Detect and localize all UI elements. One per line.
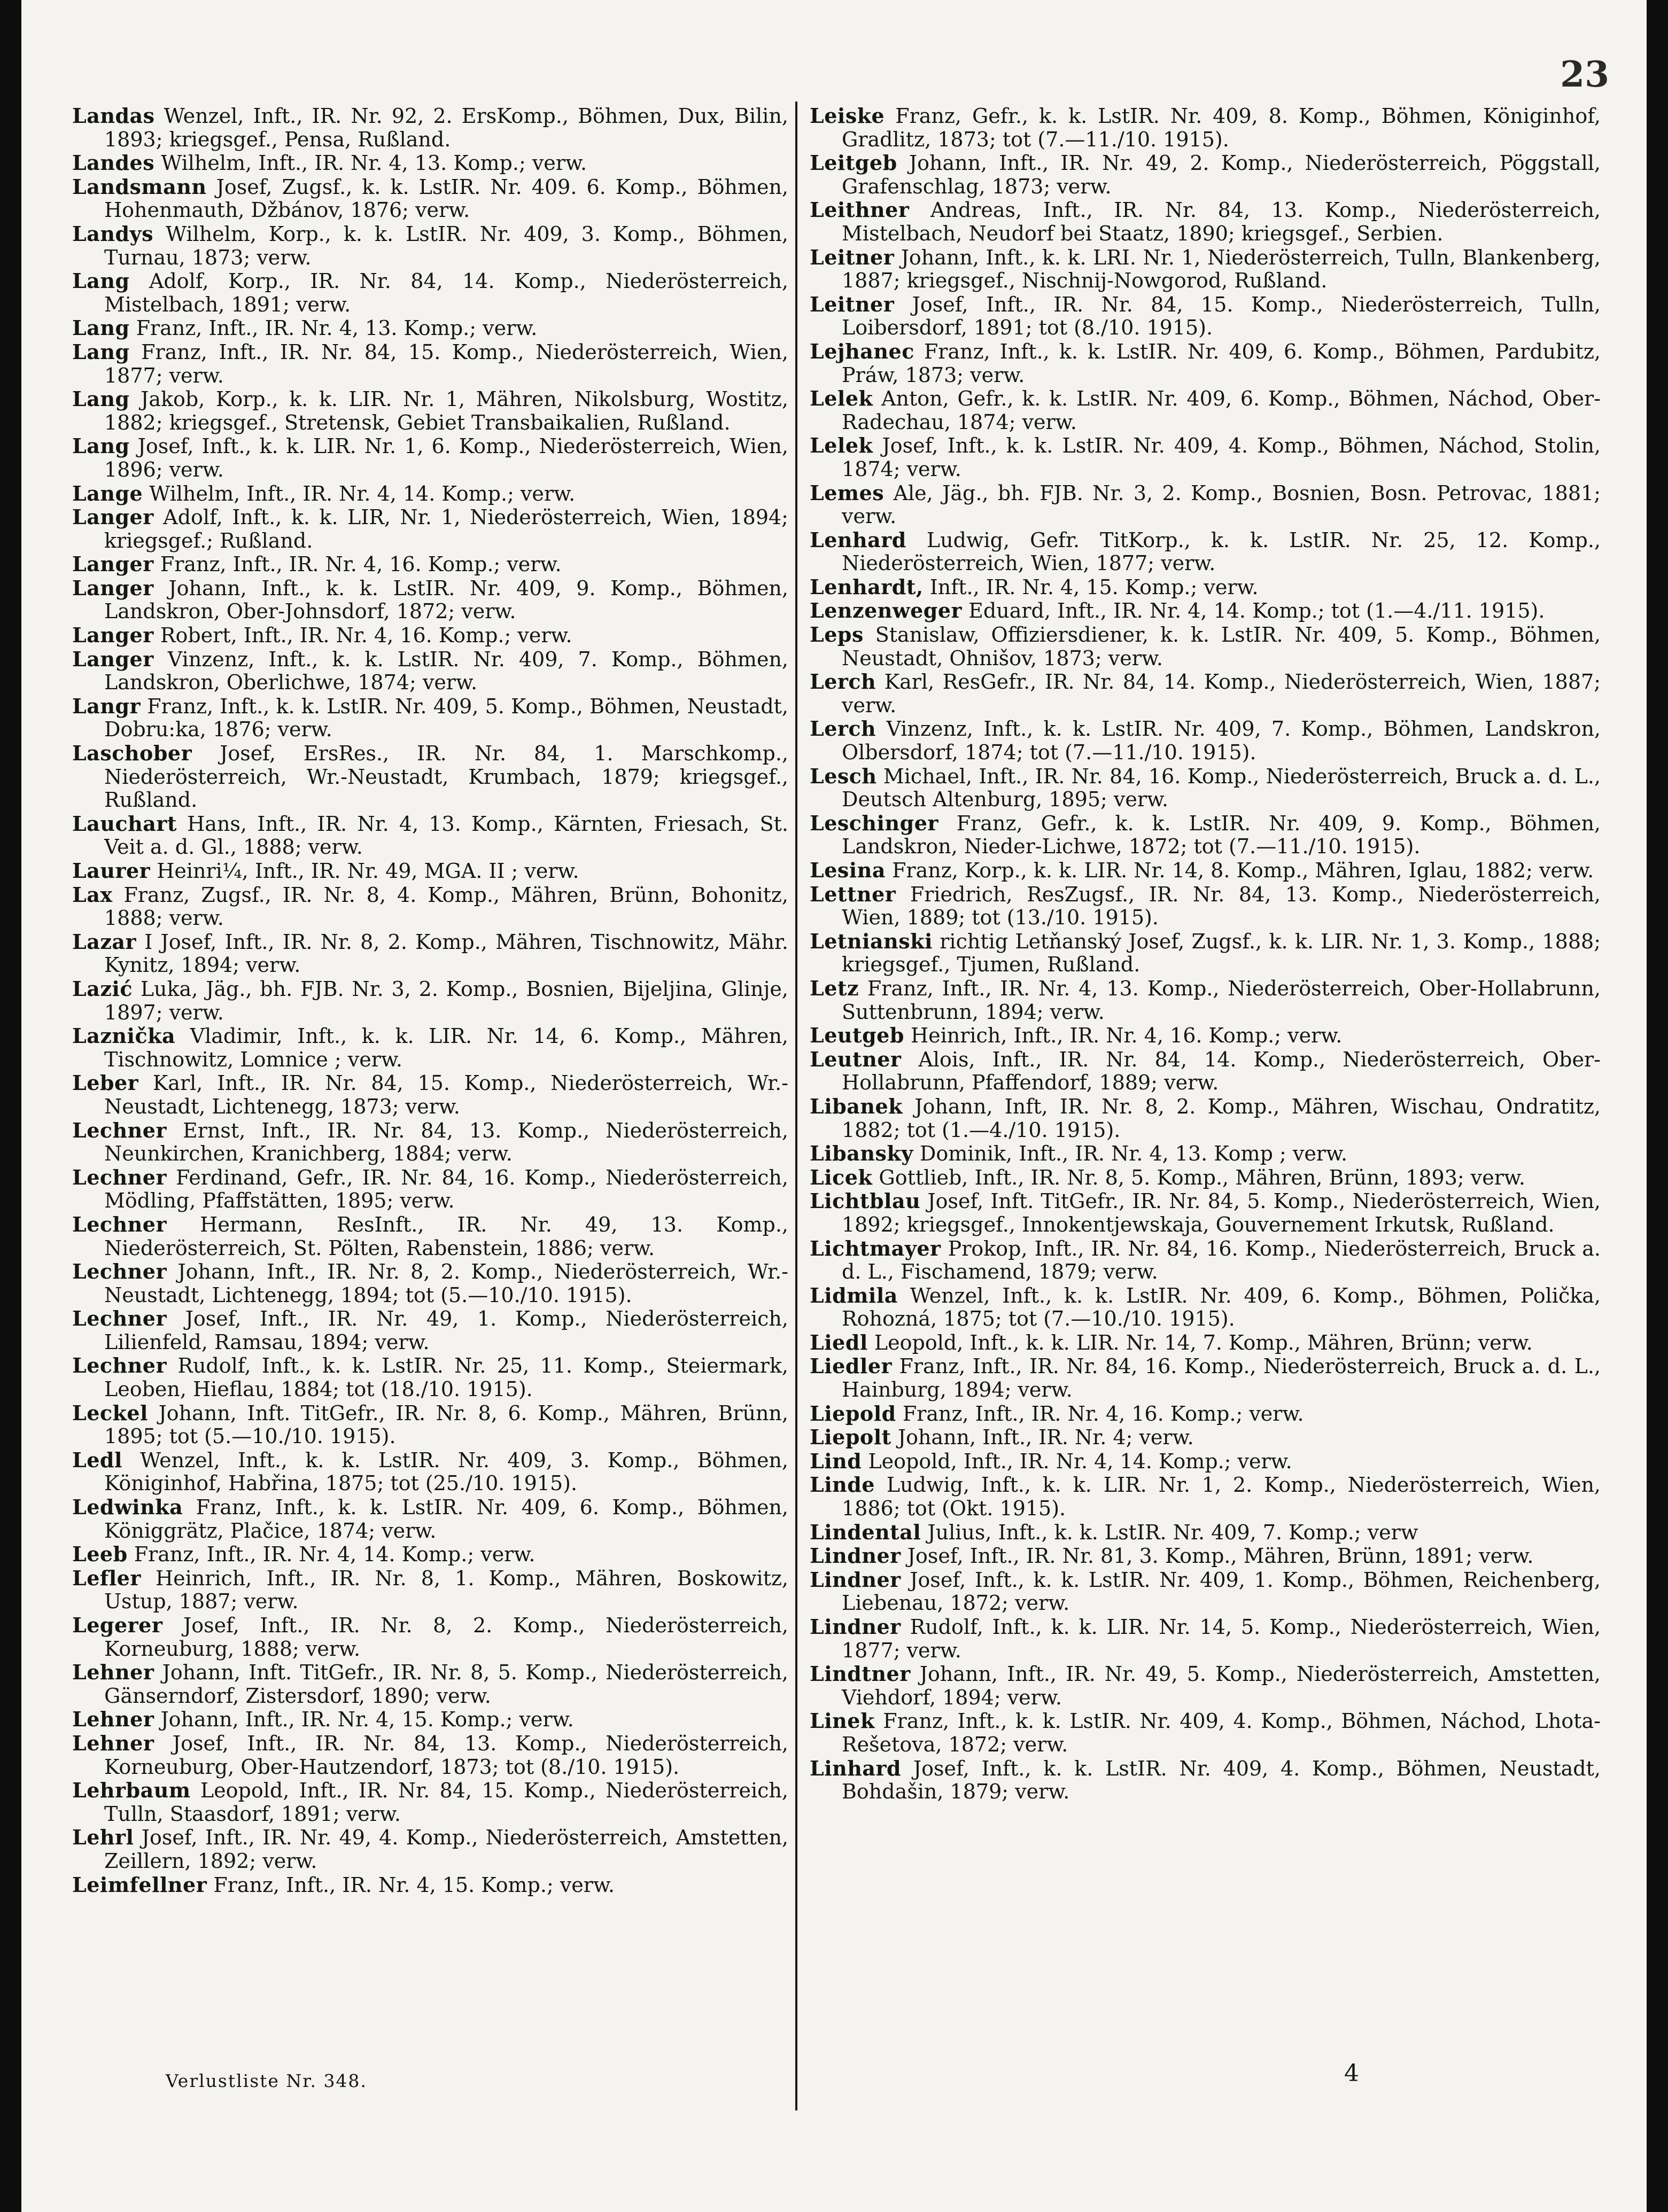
entry-details: I Josef, Inft., IR. Nr. 8, 2. Komp., Mähren, Tischnowitz, Mähr. Kynitz, 1894; verw. xyxy=(104,930,788,977)
entry-surname: Leutgeb xyxy=(810,1023,904,1048)
entry-surname: Lerch xyxy=(810,669,876,694)
entry-details: Johann, Inft., IR. Nr. 4, 15. Komp.; verw. xyxy=(154,1708,574,1732)
entry-details: Franz, Inft., IR. Nr. 4, 13. Komp., Niederösterreich, Ober-Hollabrunn, Suttenbrunn, 1894; verw. xyxy=(842,976,1601,1024)
entry-surname: Langer xyxy=(72,575,154,600)
list-entry xyxy=(72,1567,788,1614)
entry-details: Ludwig, Inft., k. k. LIR. Nr. 1, 2. Komp., Niederösterreich, Wien, 1886; tot (Okt. 1915). xyxy=(842,1473,1601,1521)
entry-surname: Lindtner xyxy=(810,1662,911,1686)
entry-surname: Leitgeb xyxy=(810,151,897,175)
entry-details: Wenzel, Inft., k. k. LstIR. Nr. 409, 3. Komp., Böhmen, Königinhof, Habřina, 1875; tot (25./10. 1915). xyxy=(104,1448,788,1496)
list-entry xyxy=(810,1354,1601,1401)
entry-details: Eduard, Inft., IR. Nr. 4, 14. Komp.; tot (1.—4./11. 1915). xyxy=(962,599,1545,623)
entry-details: Leopold, Inft., IR. Nr. 84, 15. Komp., Niederösterreich, Tulln, Staasdorf, 1891; verw. xyxy=(104,1779,788,1826)
list-entry xyxy=(810,528,1601,575)
entry-surname: Lechner xyxy=(72,1259,167,1284)
entry-surname: Licek xyxy=(810,1165,873,1189)
list-entry xyxy=(810,198,1601,245)
entry-surname: Lehner xyxy=(72,1660,154,1685)
entry-surname: Lindner xyxy=(810,1615,901,1639)
entry-details: Franz, Inft., k. k. LstIR. Nr. 409, 5. Komp., Böhmen, Neustadt, Dobru:ka, 1876; verw. xyxy=(104,694,788,742)
list-entry xyxy=(810,1426,1601,1450)
entry-details: Johann, Inft. TitGefr., IR. Nr. 8, 5. Komp., Niederösterreich, Gänserndorf, Zistersdorf, 1890; verw. xyxy=(104,1661,788,1708)
list-entry xyxy=(72,930,788,977)
entry-surname: Leckel xyxy=(72,1400,148,1425)
entry-details: Leopold, Inft., IR. Nr. 4, 14. Komp.; verw. xyxy=(862,1449,1292,1473)
entry-details: Johann, Inft. TitGefr., IR. Nr. 8, 6. Komp., Mähren, Brünn, 1895; tot (5.—10./10. 1915). xyxy=(104,1401,788,1448)
entry-details: Franz, Gefr., k. k. LstIR. Nr. 409, 8. Komp., Böhmen, Königinhof, Gradlitz, 1873; tot (7.—11./10. 1915). xyxy=(842,104,1601,151)
entry-surname: Lelek xyxy=(810,433,873,458)
entry-details: Karl, ResGefr., IR. Nr. 84, 14. Komp., Niederösterreich, Wien, 1887; verw. xyxy=(842,670,1601,717)
entry-details: Josef, Inft., IR. Nr. 8, 2. Komp., Niederösterreich, Korneuburg, 1888; verw. xyxy=(104,1614,788,1661)
entry-surname: Liepold xyxy=(810,1401,896,1426)
list-entry xyxy=(810,340,1601,387)
entry-details: Johann, Inft., IR. Nr. 49, 5. Komp., Niederösterreich, Amstetten, Viehdorf, 1894; verw. xyxy=(842,1662,1601,1709)
entry-surname: Lehrbaum xyxy=(72,1778,191,1803)
list-entry xyxy=(810,812,1601,859)
entry-surname: Lechner xyxy=(72,1353,167,1378)
list-entry xyxy=(810,434,1601,481)
list-entry xyxy=(810,1402,1601,1426)
entry-surname: Linek xyxy=(810,1709,875,1733)
list-entry xyxy=(72,1071,788,1118)
list-entry xyxy=(810,293,1601,340)
page-sheet xyxy=(21,0,1647,2212)
list-entry xyxy=(72,222,788,269)
entry-surname: Ledl xyxy=(72,1447,122,1472)
list-entry xyxy=(72,269,788,316)
list-entry xyxy=(72,742,788,812)
entry-details: Robert, Inft., IR. Nr. 4, 16. Komp.; verw. xyxy=(153,624,572,648)
entry-surname: Lechner xyxy=(72,1165,167,1189)
list-entry xyxy=(72,482,788,506)
entry-surname: Lesina xyxy=(810,858,886,882)
entry-surname: Lauchart xyxy=(72,811,177,836)
entry-surname: Lelek xyxy=(810,386,873,411)
entry-surname: Ledwinka xyxy=(72,1495,183,1520)
list-entry xyxy=(72,316,788,340)
list-entry xyxy=(72,1496,788,1543)
list-entry xyxy=(72,1543,788,1567)
entry-details: Franz, Korp., k. k. LIR. Nr. 14, 8. Komp., Mähren, Iglau, 1882; verw. xyxy=(885,859,1594,882)
entry-details: Hermann, ResInft., IR. Nr. 49, 13. Komp., Niederösterreich, St. Pölten, Rabenstein, 1886; verw. xyxy=(104,1212,788,1260)
entry-surname: Lang xyxy=(72,316,130,340)
list-entry xyxy=(72,552,788,577)
entry-surname: Lang xyxy=(72,434,130,458)
entry-details: Josef, Inft., IR. Nr. 81, 3. Komp., Mähren, Brünn, 1891; verw. xyxy=(901,1544,1534,1568)
list-entry xyxy=(72,1873,788,1897)
entry-surname: Laurer xyxy=(72,859,151,883)
entry-surname: Lesch xyxy=(810,764,877,788)
entry-surname: Liedl xyxy=(810,1330,868,1354)
entry-details: Ernst, Inft., IR. Nr. 84, 13. Komp., Niederösterreich, Neunkirchen, Kranichberg, 1884; verw. xyxy=(104,1118,788,1166)
entry-surname: Lechner xyxy=(72,1118,167,1142)
entry-details: Franz, Inft., IR. Nr. 84, 15. Komp., Niederösterreich, Wien, 1877; verw. xyxy=(104,340,788,387)
list-entry xyxy=(810,930,1601,977)
list-entry xyxy=(810,481,1601,528)
list-entry xyxy=(72,1732,788,1779)
list-entry xyxy=(72,1024,788,1071)
entry-surname: Leithner xyxy=(810,198,910,222)
entry-surname: Lejhanec xyxy=(810,339,914,363)
list-entry xyxy=(810,623,1601,670)
list-entry xyxy=(72,577,788,624)
entry-details: Franz, Inft., IR. Nr. 4, 15. Komp.; verw. xyxy=(207,1873,615,1897)
entry-surname: Lechner xyxy=(72,1212,167,1236)
entry-surname: Linde xyxy=(810,1473,875,1497)
list-entry xyxy=(810,1662,1601,1709)
entry-details: Vinzenz, Inft., k. k. LstIR. Nr. 409, 7. Komp., Böhmen, Landskron, Olbersdorf, 1874; tot (7.—11./10. 1915). xyxy=(842,717,1601,765)
entry-details: Friedrich, ResZugsf., IR. Nr. 84, 13. Komp., Niederösterreich, Wien, 1889; tot (13./10. 1915). xyxy=(842,882,1601,930)
entry-details: Josef, ErsRes., IR. Nr. 84, 1. Marschkomp., Niederösterreich, Wr.-Neustadt, Krumbach, 1879; kriegsgef., Rußland. xyxy=(104,742,788,812)
list-entry xyxy=(72,1213,788,1260)
list-entry xyxy=(810,1757,1601,1804)
entry-surname: Lange xyxy=(72,481,143,505)
list-entry xyxy=(72,340,788,387)
entry-details: Franz, Inft., IR. Nr. 4, 14. Komp.; verw. xyxy=(127,1543,536,1567)
list-entry xyxy=(810,1095,1601,1142)
list-entry xyxy=(72,859,788,883)
entry-details: Ferdinand, Gefr., IR. Nr. 84, 16. Komp., Niederösterreich, Mödling, Pfaffstätten, 1895; verw. xyxy=(104,1165,788,1213)
entry-details: Josef, Inft. TitGefr., IR. Nr. 84, 5. Komp., Niederösterreich, Wien, 1892; kriegsgef., Innokentjewskaja, Gouvernement Irkutsk, Rußland. xyxy=(842,1189,1601,1236)
list-entry xyxy=(72,977,788,1024)
list-entry xyxy=(810,1709,1601,1756)
entry-surname: Landys xyxy=(72,221,154,246)
entry-surname: Lenhardt, xyxy=(810,574,924,599)
entry-details: Heinrich, Inft., IR. Nr. 4, 16. Komp.; verw. xyxy=(904,1024,1343,1048)
entry-surname: Lechner xyxy=(72,1306,167,1331)
entry-details: Josef, Inft., k. k. LIR. Nr. 1, 6. Komp., Niederösterreich, Wien, 1896; verw. xyxy=(104,434,788,481)
entry-surname: Lettner xyxy=(810,882,896,906)
list-entry xyxy=(72,812,788,859)
entry-details: Josef, Inft., IR. Nr. 49, 4. Komp., Niederösterreich, Amstetten, Zeillern, 1892; verw. xyxy=(104,1826,788,1873)
entry-details: Franz, Gefr., k. k. LstIR. Nr. 409, 9. Komp., Böhmen, Landskron, Nieder-Lichwe, 1872; tot (7.—11./10. 1915). xyxy=(842,811,1601,859)
entry-surname: Lang xyxy=(72,269,130,293)
entry-details: Adolf, Korp., IR. Nr. 84, 14. Komp., Niederösterreich, Mistelbach, 1891; verw. xyxy=(104,269,788,316)
entry-surname: Lazar xyxy=(72,929,137,954)
entry-details: Johann, Inft., IR. Nr. 4; verw. xyxy=(891,1426,1194,1450)
entry-details: Julius, Inft., k. k. LstIR. Nr. 409, 7. Komp.; verw xyxy=(921,1520,1418,1544)
entry-surname: Lichtblau xyxy=(810,1189,921,1213)
entry-surname: Leutner xyxy=(810,1047,902,1071)
list-entry xyxy=(72,624,788,648)
entry-surname: Letz xyxy=(810,976,859,1000)
list-entry xyxy=(72,1661,788,1708)
list-entry xyxy=(810,670,1601,717)
entry-surname: Landsmann xyxy=(72,174,207,199)
list-entry xyxy=(810,717,1601,764)
list-entry xyxy=(810,765,1601,812)
entry-surname: Legerer xyxy=(72,1613,163,1637)
list-entry xyxy=(810,1237,1601,1284)
entry-details: Prokop, Inft., IR. Nr. 84, 16. Komp., Niederösterreich, Bruck a. d. L., Fischamend, 1879; verw. xyxy=(842,1236,1601,1284)
list-entry xyxy=(810,1331,1601,1355)
entry-details: Johann, Inft., k. k. LRI. Nr. 1, Niederösterreich, Tulln, Blankenberg, 1887; kriegsgef., Nischnij-Nowgorod, Rußland. xyxy=(842,245,1601,293)
list-entry xyxy=(810,246,1601,293)
list-entry xyxy=(72,175,788,222)
entry-details: Alois, Inft., IR. Nr. 84, 14. Komp., Niederösterreich, Ober-Hollabrunn, Pfaffendorf, 1889; verw. xyxy=(842,1047,1601,1095)
entry-surname: Leschinger xyxy=(810,811,938,835)
entry-details: Michael, Inft., IR. Nr. 84, 16. Komp., Niederösterreich, Bruck a. d. L., Deutsch Altenburg, 1895; verw. xyxy=(842,764,1601,812)
entry-surname: Leeb xyxy=(72,1542,128,1567)
entry-details: Rudolf, Inft., k. k. LstIR. Nr. 25, 11. Komp., Steiermark, Leoben, Hieflau, 1884; tot (18./10. 1915). xyxy=(104,1354,788,1401)
entry-details: Dominik, Inft., IR. Nr. 4, 13. Komp ; verw. xyxy=(913,1142,1348,1166)
list-entry xyxy=(72,387,788,434)
entry-surname: Langer xyxy=(72,623,154,648)
entry-surname: Lindental xyxy=(810,1520,921,1544)
entry-details: Stanislaw, Offiziersdiener, k. k. LstIR. Nr. 409, 5. Komp., Böhmen, Neustadt, Ohnišov, 1873; verw. xyxy=(842,623,1601,670)
entry-details: richtig Letňanský Josef, Zugsf., k. k. LIR. Nr. 1, 3. Komp., 1888; kriegsgef., Tjumen, Rußland. xyxy=(842,929,1601,977)
entry-details: Franz, Inft., IR. Nr. 84, 16. Komp., Niederösterreich, Bruck a. d. L., Hainburg, 1894; verw. xyxy=(842,1354,1601,1402)
entry-surname: Lefler xyxy=(72,1565,141,1590)
list-entry xyxy=(72,104,788,151)
list-entry xyxy=(810,859,1601,883)
page-number: 23 xyxy=(1560,53,1609,95)
entry-details: Johann, Inft, IR. Nr. 8, 2. Komp., Mähren, Wischau, Ondratitz, 1882; tot (1.—4./10. 1915). xyxy=(842,1094,1601,1142)
list-entry xyxy=(72,434,788,481)
entry-details: Inft., IR. Nr. 4, 15. Komp.; verw. xyxy=(923,575,1259,599)
entry-details: Johann, Inft., IR. Nr. 8, 2. Komp., Niederösterreich, Wr.-Neustadt, Lichtenegg, 1894; tot (5.—10./10. 1915). xyxy=(104,1260,788,1307)
entry-surname: Lenhard xyxy=(810,527,906,552)
entry-surname: Landas xyxy=(72,104,155,128)
entry-details: Franz, Inft., IR. Nr. 4, 16. Komp.; verw. xyxy=(896,1401,1304,1426)
entry-details: Wilhelm, Inft., IR. Nr. 4, 14. Komp.; verw. xyxy=(143,481,576,505)
entry-surname: Lidmila xyxy=(810,1283,898,1307)
entry-details: Franz, Inft., k. k. LstIR. Nr. 409, 6. Komp., Böhmen, Pardubitz, Práw, 1873; verw. xyxy=(842,339,1601,387)
entry-details: Heinrich, Inft., IR. Nr. 8, 1. Komp., Mähren, Boskowitz, Ustup, 1887; verw. xyxy=(104,1566,788,1614)
entry-details: Franz, Inft., k. k. LstIR. Nr. 409, 4. Komp., Böhmen, Náchod, Lhota-Rešetova, 1872; verw. xyxy=(842,1709,1601,1756)
entry-details: Wilhelm, Korp., k. k. LstIR. Nr. 409, 3. Komp., Böhmen, Turnau, 1873; verw. xyxy=(104,222,788,269)
list-entry xyxy=(810,1048,1601,1095)
list-entry xyxy=(72,883,788,930)
footer-list-number: Verlustliste Nr. 348. xyxy=(166,2070,367,2091)
entry-surname: Lindner xyxy=(810,1544,901,1568)
list-entry xyxy=(72,1354,788,1401)
entry-details: Heinri¼, Inft., IR. Nr. 49, MGA. II ; verw. xyxy=(150,859,579,883)
list-entry xyxy=(72,1708,788,1732)
entry-surname: Lax xyxy=(72,882,113,907)
list-entry xyxy=(810,977,1601,1024)
list-entry xyxy=(72,1779,788,1826)
entry-details: Wilhelm, Inft., IR. Nr. 4, 13. Komp.; verw. xyxy=(154,151,587,175)
entry-surname: Lang xyxy=(72,339,130,364)
list-entry xyxy=(810,1473,1601,1520)
list-entry xyxy=(810,1568,1601,1615)
column-divider xyxy=(795,102,797,2110)
list-entry xyxy=(810,575,1601,599)
right-column xyxy=(810,104,1601,1804)
entry-surname: Lang xyxy=(72,387,130,411)
list-entry xyxy=(810,1450,1601,1474)
entry-surname: Leimfellner xyxy=(72,1872,207,1897)
entry-surname: Langr xyxy=(72,694,141,718)
list-entry xyxy=(72,505,788,552)
entry-surname: Langer xyxy=(72,505,154,529)
list-entry xyxy=(810,1521,1601,1545)
entry-surname: Landes xyxy=(72,151,155,175)
entry-surname: Leitner xyxy=(810,292,895,316)
entry-surname: Lind xyxy=(810,1448,862,1473)
entry-surname: Liepolt xyxy=(810,1425,891,1450)
list-entry xyxy=(810,1615,1601,1662)
entry-surname: Lehner xyxy=(72,1707,154,1732)
entry-surname: Liedler xyxy=(810,1354,893,1378)
list-entry xyxy=(72,1260,788,1307)
entry-details: Ale, Jäg., bh. FJB. Nr. 3, 2. Komp., Bosnien, Bosn. Petrovac, 1881; verw. xyxy=(842,481,1601,528)
entry-details: Adolf, Inft., k. k. LIR, Nr. 1, Niederösterreich, Wien, 1894; kriegsgef.; Rußland. xyxy=(104,505,788,552)
entry-details: Johann, Inft., IR. Nr. 49, 2. Komp., Niederösterreich, Pöggstall, Grafenschlag, 1873; verw. xyxy=(842,151,1601,198)
entry-surname: Lenzenweger xyxy=(810,598,963,623)
list-entry xyxy=(72,1614,788,1661)
list-entry xyxy=(810,104,1601,151)
left-column xyxy=(72,104,788,1897)
entry-details: Josef, Inft., IR. Nr. 84, 13. Komp., Niederösterreich, Korneuburg, Ober-Hautzendorf, 1873; tot (8./10. 1915). xyxy=(104,1731,788,1779)
entry-details: Josef, Inft., k. k. LstIR. Nr. 409, 4. Komp., Böhmen, Neustadt, Bohdašin, 1879; verw. xyxy=(842,1756,1601,1804)
entry-details: Vladimir, Inft., k. k. LIR. Nr. 14, 6. Komp., Mähren, Tischnowitz, Lomnice ; verw. xyxy=(104,1024,788,1071)
entry-surname: Linhard xyxy=(810,1756,902,1780)
entry-details: Andreas, Inft., IR. Nr. 84, 13. Komp., Niederösterreich, Mistelbach, Neudorf bei Staatz, 1890; kriegsgef., Serbien. xyxy=(842,198,1601,245)
entry-details: Hans, Inft., IR. Nr. 4, 13. Komp., Kärnten, Friesach, St. Veit a. d. Gl., 1888; verw. xyxy=(104,812,788,859)
list-entry xyxy=(72,695,788,742)
entry-surname: Langer xyxy=(72,647,154,671)
entry-surname: Lemes xyxy=(810,480,885,505)
entry-details: Leopold, Inft., k. k. LIR. Nr. 14, 7. Komp., Mähren, Brünn; verw. xyxy=(867,1330,1533,1354)
entry-surname: Langer xyxy=(72,552,154,577)
entry-surname: Letnianski xyxy=(810,929,933,953)
entry-details: Josef, Inft., k. k. LstIR. Nr. 409, 4. Komp., Böhmen, Náchod, Stolin, 1874; verw. xyxy=(842,434,1601,481)
list-entry xyxy=(72,151,788,175)
entry-details: Josef, Inft., k. k. LstIR. Nr. 409, 1. Komp., Böhmen, Reichenberg, Liebenau, 1872; verw. xyxy=(842,1568,1601,1615)
entry-details: Franz, Inft., IR. Nr. 4, 13. Komp.; verw. xyxy=(129,316,538,340)
list-entry xyxy=(810,1142,1601,1166)
entry-details: Franz, Inft., IR. Nr. 4, 16. Komp.; verw. xyxy=(153,552,562,577)
entry-details: Josef, Inft., IR. Nr. 49, 1. Komp., Niederösterreich, Lilienfeld, Ramsau, 1894; verw. xyxy=(104,1307,788,1354)
list-entry xyxy=(72,1448,788,1496)
entry-surname: Lehrl xyxy=(72,1825,134,1850)
list-entry xyxy=(810,1284,1601,1331)
list-entry xyxy=(810,387,1601,434)
list-entry xyxy=(810,1024,1601,1048)
entry-details: Franz, Zugsf., IR. Nr. 8, 4. Komp., Mähren, Brünn, Bohonitz, 1888; verw. xyxy=(104,883,788,930)
entry-details: Rudolf, Inft., k. k. LIR. Nr. 14, 5. Komp., Niederösterreich, Wien, 1877; verw. xyxy=(842,1615,1601,1662)
entry-details: Anton, Gefr., k. k. LstIR. Nr. 409, 6. Komp., Böhmen, Náchod, Ober-Radechau, 1874; verw. xyxy=(842,387,1601,434)
list-entry xyxy=(72,1307,788,1354)
entry-surname: Lindner xyxy=(810,1567,901,1592)
list-entry xyxy=(810,883,1601,930)
entry-surname: Lichtmayer xyxy=(810,1236,941,1260)
entry-surname: Leps xyxy=(810,622,864,647)
entry-surname: Leiske xyxy=(810,104,885,128)
list-entry xyxy=(810,599,1601,623)
entry-surname: Lazić xyxy=(72,976,133,1001)
list-entry xyxy=(72,1166,788,1213)
list-entry xyxy=(810,1166,1601,1190)
entry-details: Ludwig, Gefr. TitKorp., k. k. LstIR. Nr. 25, 12. Komp., Niederösterreich, Wien, 1877; verw. xyxy=(842,528,1601,575)
entry-details: Johann, Inft., k. k. LstIR. Nr. 409, 9. Komp., Böhmen, Landskron, Ober-Johnsdorf, 1872; verw. xyxy=(104,576,788,624)
list-entry xyxy=(810,151,1601,198)
entry-details: Karl, Inft., IR. Nr. 84, 15. Komp., Niederösterreich, Wr.-Neustadt, Lichtenegg, 1873; verw. xyxy=(104,1071,788,1118)
list-entry xyxy=(72,1401,788,1448)
entry-surname: Libansky xyxy=(810,1141,913,1166)
list-entry xyxy=(810,1189,1601,1236)
entry-surname: Libanek xyxy=(810,1094,903,1118)
entry-surname: Lehner xyxy=(72,1731,154,1755)
footer-signature-number: 4 xyxy=(1344,2060,1359,2087)
entry-details: Luka, Jäg., bh. FJB. Nr. 3, 2. Komp., Bosnien, Bijeljina, Glinje, 1897; verw. xyxy=(104,977,788,1024)
entry-surname: Lerch xyxy=(810,716,876,741)
entry-details: Gottlieb, Inft., IR. Nr. 8, 5. Komp., Mähren, Brünn, 1893; verw. xyxy=(872,1165,1525,1189)
entry-surname: Leber xyxy=(72,1071,139,1095)
entry-details: Josef, Zugsf., k. k. LstIR. Nr. 409. 6. Komp., Böhmen, Hohenmauth, Džbánov, 1876; verw. xyxy=(104,175,788,222)
list-entry xyxy=(72,1119,788,1166)
entry-surname: Leitner xyxy=(810,245,895,269)
list-entry xyxy=(810,1544,1601,1568)
entry-surname: Laschober xyxy=(72,741,192,766)
entry-details: Josef, Inft., IR. Nr. 84, 15. Komp., Niederösterreich, Tulln, Loibersdorf, 1891; tot (8./10. 1915). xyxy=(842,292,1601,340)
entry-details: Vinzenz, Inft., k. k. LstIR. Nr. 409, 7. Komp., Böhmen, Landskron, Oberlichwe, 1874; verw. xyxy=(104,647,788,695)
entry-details: Wenzel, Inft., k. k. LstIR. Nr. 409, 6. Komp., Böhmen, Polička, Rohozná, 1875; tot (7.—10./10. 1915). xyxy=(842,1283,1601,1331)
list-entry xyxy=(72,648,788,695)
list-entry xyxy=(72,1826,788,1873)
entry-surname: Laznička xyxy=(72,1024,176,1048)
entry-details: Franz, Inft., k. k. LstIR. Nr. 409, 6. Komp., Böhmen, Königgrätz, Plačice, 1874; verw. xyxy=(104,1496,788,1543)
entry-details: Jakob, Korp., k. k. LIR. Nr. 1, Mähren, Nikolsburg, Wostitz, 1882; kriegsgef., Stretensk, Gebiet Transbaikalien, Rußland. xyxy=(104,387,788,434)
entry-details: Wenzel, Inft., IR. Nr. 92, 2. ErsKomp., Böhmen, Dux, Bilin, 1893; kriegsgef., Pensa, Rußland. xyxy=(104,104,788,151)
